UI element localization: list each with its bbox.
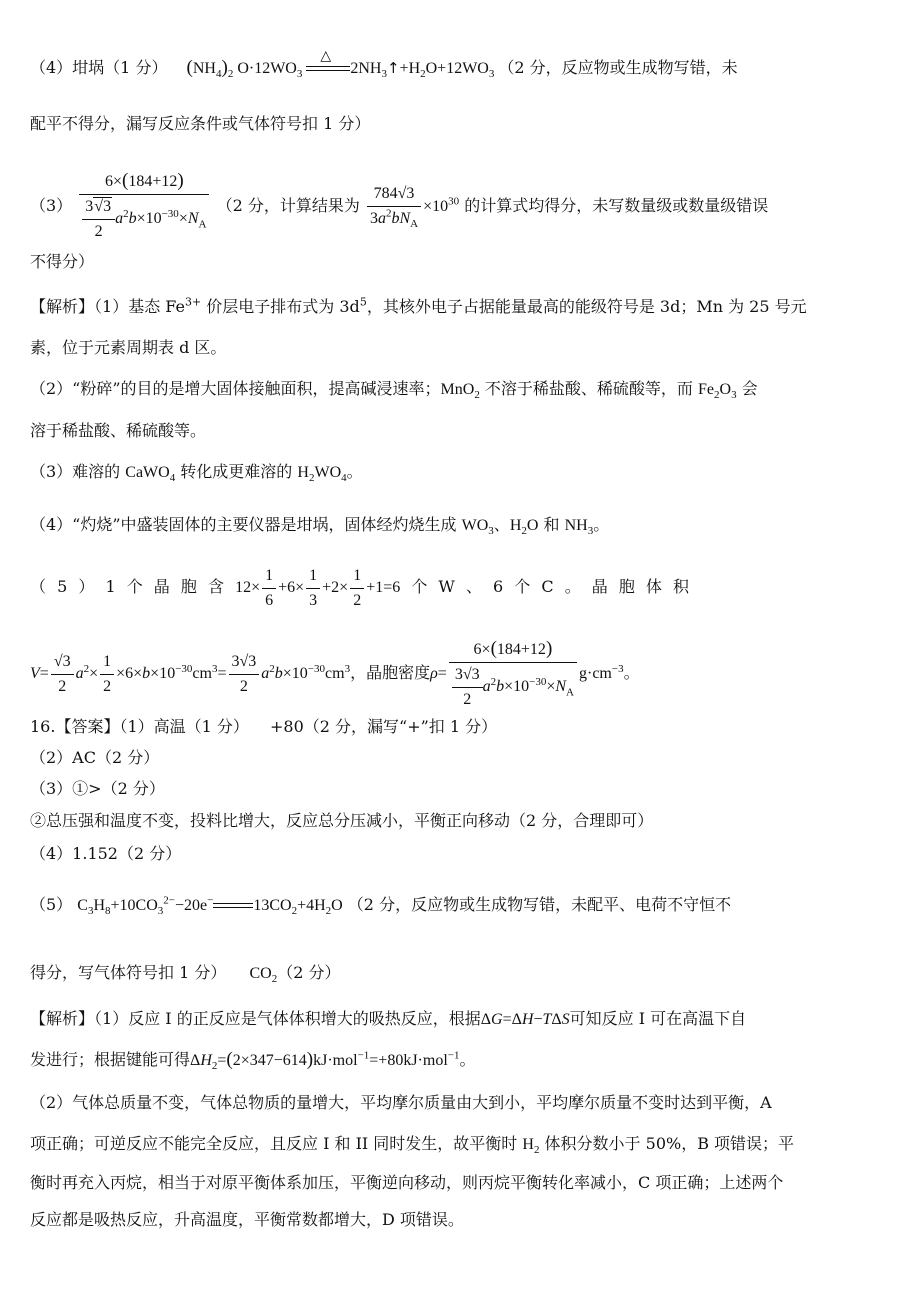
line-25: 反应都是吸热反应，升高温度，平衡常数都增大，D 项错误。 (30, 1210, 464, 1229)
line-9: （3）难溶的 CaWO$_4$ 转化成更难溶的 $H_2WO_4$。 (30, 462, 363, 485)
line-3-text-c: 的计算式均得分，未写数量级或数量级错误 (464, 196, 769, 215)
line-1-text-a: （4）坩埚（1 分） (30, 58, 168, 77)
line-17: （4）1.152（2 分） (30, 844, 182, 863)
line-13: 16.【答案】（1）高温（1 分） +80（2 分，漏写“+”扣 1 分） (30, 717, 498, 736)
line-1-text-b: （2 分，反应物或生成物写错，未 (498, 58, 738, 77)
line-3-text-b: （2 分，计算结果为 (216, 196, 360, 215)
line-3: （3） 6×(184+12) $\frac{3√3}{2}$ $a^2b\times 10^{-30}\times N_A$ （2 分，计算结果为 $\frac{784√3}{3a^2bN_A}$ $\times 10^{30}$ 的计算式均得分，未写数量级或数量级错误 (30, 170, 870, 243)
line-5: 【解析】（1）基态 $Fe^{3+}$ 价层电子排布式为 $3d^5$，其核外电子占据能量最高的能级符号是 3d；Mn 为 25 号元 (30, 295, 807, 316)
line-24: 衡时再充入丙烷，相当于对原平衡体系加压，平衡逆向移动，则丙烷平衡转化率减小，C 项正确；上述两个 (30, 1173, 784, 1192)
line-16: ②总压强和温度不变，投料比增大，反应总分压减小，平衡正向移动（2 分，合理即可） (30, 811, 654, 830)
line-2: 配平不得分，漏写反应条件或气体符号扣 1 分） (30, 114, 371, 133)
result-fraction: $\frac{784√3}{3a^2bN_A}$ (367, 183, 421, 230)
line-1 (30, 49, 870, 81)
line-22: （2）气体总质量不变，气体总物质的量增大，平均摩尔质量由大到小，平均摩尔质量不变时达到平衡，A (30, 1093, 772, 1112)
heat-symbol: △ (320, 49, 332, 65)
line-19: 得分，写气体符号扣 1 分） $CO_2(2$ 分） (30, 963, 341, 986)
line-7: （2）“粉碎”的目的是增大固体接触面积，提高碱浸速率；MnO$_2$ 不溶于稀盐酸、稀硫酸等，而 $Fe_2O_3$ 会 (30, 379, 758, 402)
line-20: 【解析】（1）反应 I 的正反应是气体体积增大的吸热反应，根据ΔG=ΔH−TΔS可知反应 I 可在高温下自 (30, 1009, 747, 1028)
line-8: 溶于稀盐酸、稀硫酸等。 (30, 421, 207, 440)
line-10: （4）“灼烧”中盛装固体的主要仪器是坩埚，固体经灼烧生成 $WO_3$、$H_2O$ 和 $NH_3$。 (30, 515, 610, 538)
density-fraction: 6×(184+12) $\frac{3√3}{2}$ $a^2b\times 10^{-30}\times N_A$ (79, 170, 209, 243)
line-15: （3）①>（2 分） (30, 779, 165, 798)
line-23: 项正确；可逆反应不能完全反应，且反应 I 和 II 同时发生，故平衡时 $H_2$ 体积分数小于 50%，B 项错误；平 (30, 1134, 795, 1157)
analysis-tag: 【解析】 (30, 297, 95, 316)
heating-arrow (306, 49, 350, 74)
line-6: 素，位于元素周期表 d 区。 (30, 338, 227, 357)
line-4: 不得分） (30, 252, 95, 271)
line-12: V= $\frac{√3}{2}$ $a^2\times$ $\frac{1}{2}$ $\times 6\times b\times 10^{-30}cm^3=$ $\frac{3√3}{2}$ $a^2b\times 10^{-30}cm^3$，晶胞密度ρ= 6×(184+12) $\frac{3√3}{2}$ $a^2b\times 10^{-30}\times N_A$ $g\cdot cm^{-3}$。 (30, 638, 640, 708)
line-14: （2）AC（2 分） (30, 748, 160, 767)
line-3-text-a: （3） (30, 196, 73, 215)
line-11: （ 5 ） 1 个 晶 胞 含 12× $\frac{1}{6}$ +6× $\frac{1}{3}$ +2× $\frac{1}{2}$ +1=6 个 W 、 6 个 C 。 晶 胞 体 积 (30, 567, 690, 609)
decomposition-equation: $(NH_4)_2$ $O\cdot 12WO_3$ △ $2NH_3↑+H_2O+12WO_3$ (187, 60, 499, 77)
line-21: 发进行；根据键能可得$\Delta H_2=(2\times 347-614)kJ\cdot mol^{-1}=+80kJ\cdot mol^{-1}$。 (30, 1049, 476, 1073)
line-18: （5） $C_3H_8+10CO_3^{2-}-20e^-$ $13CO_2+4H_2O$ （2 分，反应物或生成物写错，未配平、电荷不守恒不 (30, 894, 732, 918)
